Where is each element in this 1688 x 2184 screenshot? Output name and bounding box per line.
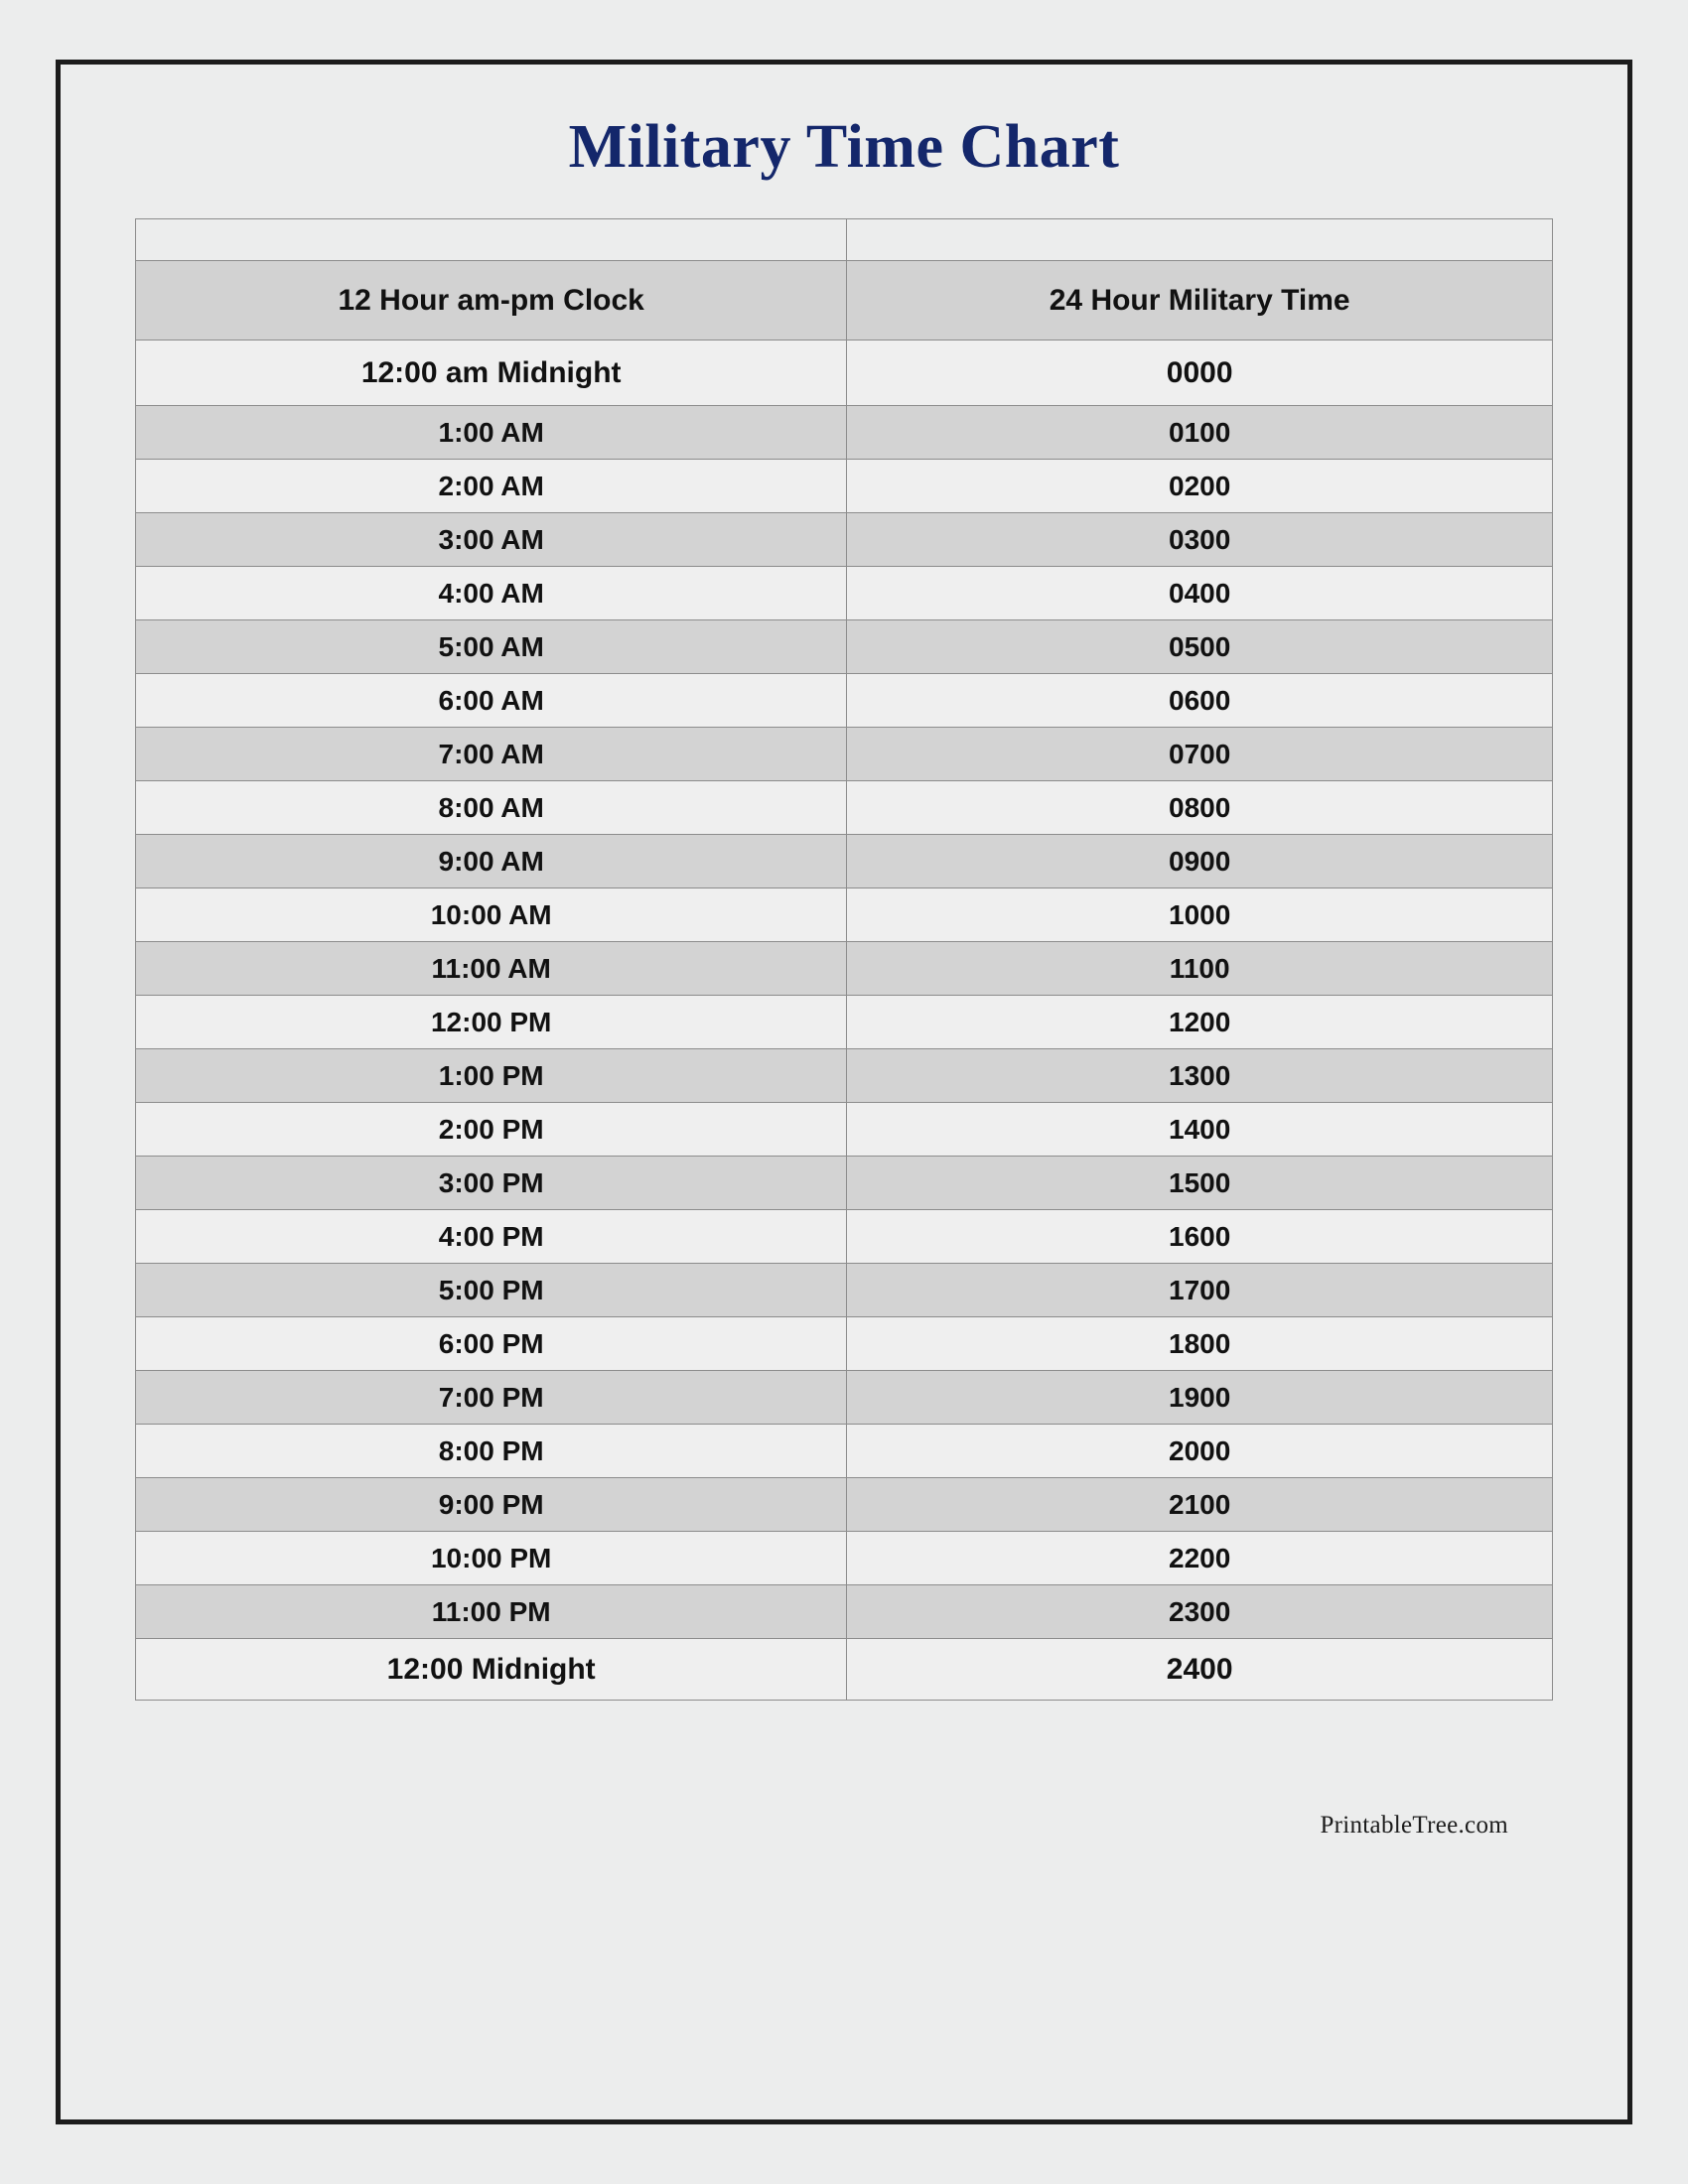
table-row xyxy=(136,620,1553,674)
cell-24hour: 2100 xyxy=(847,1478,1553,1532)
cell-12hour: 7:00 PM xyxy=(136,1371,847,1425)
cell-12hour: 10:00 PM xyxy=(136,1532,847,1585)
spacer-cell-left xyxy=(136,219,847,261)
cell-24hour: 1200 xyxy=(847,996,1553,1049)
cell-12hour: 5:00 AM xyxy=(136,620,847,674)
cell-12hour: 7:00 AM xyxy=(136,728,847,781)
table-row xyxy=(136,1157,1553,1210)
cell-24hour: 1300 xyxy=(847,1049,1553,1103)
cell-24hour: 1600 xyxy=(847,1210,1553,1264)
cell-12hour: 5:00 PM xyxy=(136,1264,847,1317)
column-header-12hour: 12 Hour am-pm Clock xyxy=(136,261,847,341)
table-spacer-row xyxy=(136,219,1553,261)
time-chart-table-wrap xyxy=(135,218,1553,1701)
cell-24hour: 0400 xyxy=(847,567,1553,620)
column-header-24hour: 24 Hour Military Time xyxy=(847,261,1553,341)
cell-24hour: 1500 xyxy=(847,1157,1553,1210)
cell-24hour: 0900 xyxy=(847,835,1553,888)
table-row xyxy=(136,567,1553,620)
cell-12hour: 9:00 AM xyxy=(136,835,847,888)
cell-12hour: 1:00 PM xyxy=(136,1049,847,1103)
cell-24hour: 2200 xyxy=(847,1532,1553,1585)
cell-12hour: 12:00 Midnight xyxy=(136,1639,847,1701)
table-row xyxy=(136,996,1553,1049)
cell-24hour: 0700 xyxy=(847,728,1553,781)
cell-24hour: 1800 xyxy=(847,1317,1553,1371)
table-header-row xyxy=(136,261,1553,341)
cell-24hour: 0300 xyxy=(847,513,1553,567)
cell-12hour: 3:00 AM xyxy=(136,513,847,567)
table-row xyxy=(136,1639,1553,1701)
table-row xyxy=(136,341,1553,406)
table-row xyxy=(136,1585,1553,1639)
cell-12hour: 4:00 PM xyxy=(136,1210,847,1264)
table-row xyxy=(136,674,1553,728)
cell-12hour: 6:00 AM xyxy=(136,674,847,728)
cell-24hour: 0600 xyxy=(847,674,1553,728)
cell-24hour: 2300 xyxy=(847,1585,1553,1639)
spacer-cell-right xyxy=(847,219,1553,261)
table-row xyxy=(136,406,1553,460)
table-row xyxy=(136,1264,1553,1317)
time-chart-body xyxy=(136,219,1553,1701)
footer-credit: PrintableTree.com xyxy=(1320,1812,1508,1839)
time-chart-table xyxy=(135,218,1553,1701)
cell-24hour: 2000 xyxy=(847,1425,1553,1478)
cell-12hour: 4:00 AM xyxy=(136,567,847,620)
table-row xyxy=(136,942,1553,996)
cell-12hour: 11:00 PM xyxy=(136,1585,847,1639)
table-row xyxy=(136,513,1553,567)
cell-24hour: 1700 xyxy=(847,1264,1553,1317)
cell-12hour: 2:00 AM xyxy=(136,460,847,513)
cell-12hour: 12:00 am Midnight xyxy=(136,341,847,406)
cell-24hour: 1100 xyxy=(847,942,1553,996)
cell-24hour: 0500 xyxy=(847,620,1553,674)
cell-12hour: 10:00 AM xyxy=(136,888,847,942)
table-row xyxy=(136,728,1553,781)
printable-sheet xyxy=(56,60,1632,2124)
cell-12hour: 3:00 PM xyxy=(136,1157,847,1210)
table-row xyxy=(136,781,1553,835)
table-row xyxy=(136,460,1553,513)
table-row xyxy=(136,1371,1553,1425)
cell-24hour: 0800 xyxy=(847,781,1553,835)
table-row xyxy=(136,1049,1553,1103)
table-row xyxy=(136,1103,1553,1157)
table-row xyxy=(136,1425,1553,1478)
cell-12hour: 2:00 PM xyxy=(136,1103,847,1157)
cell-24hour: 1900 xyxy=(847,1371,1553,1425)
table-row xyxy=(136,1317,1553,1371)
cell-12hour: 8:00 AM xyxy=(136,781,847,835)
cell-12hour: 9:00 PM xyxy=(136,1478,847,1532)
table-row xyxy=(136,1532,1553,1585)
table-row xyxy=(136,1478,1553,1532)
cell-24hour: 0100 xyxy=(847,406,1553,460)
cell-12hour: 11:00 AM xyxy=(136,942,847,996)
cell-12hour: 1:00 AM xyxy=(136,406,847,460)
page-title: Military Time Chart xyxy=(568,113,1120,181)
table-row xyxy=(136,835,1553,888)
cell-24hour: 1000 xyxy=(847,888,1553,942)
cell-24hour: 0000 xyxy=(847,341,1553,406)
table-row xyxy=(136,1210,1553,1264)
cell-24hour: 0200 xyxy=(847,460,1553,513)
cell-12hour: 8:00 PM xyxy=(136,1425,847,1478)
table-row xyxy=(136,888,1553,942)
cell-12hour: 6:00 PM xyxy=(136,1317,847,1371)
cell-12hour: 12:00 PM xyxy=(136,996,847,1049)
cell-24hour: 1400 xyxy=(847,1103,1553,1157)
cell-24hour: 2400 xyxy=(847,1639,1553,1701)
